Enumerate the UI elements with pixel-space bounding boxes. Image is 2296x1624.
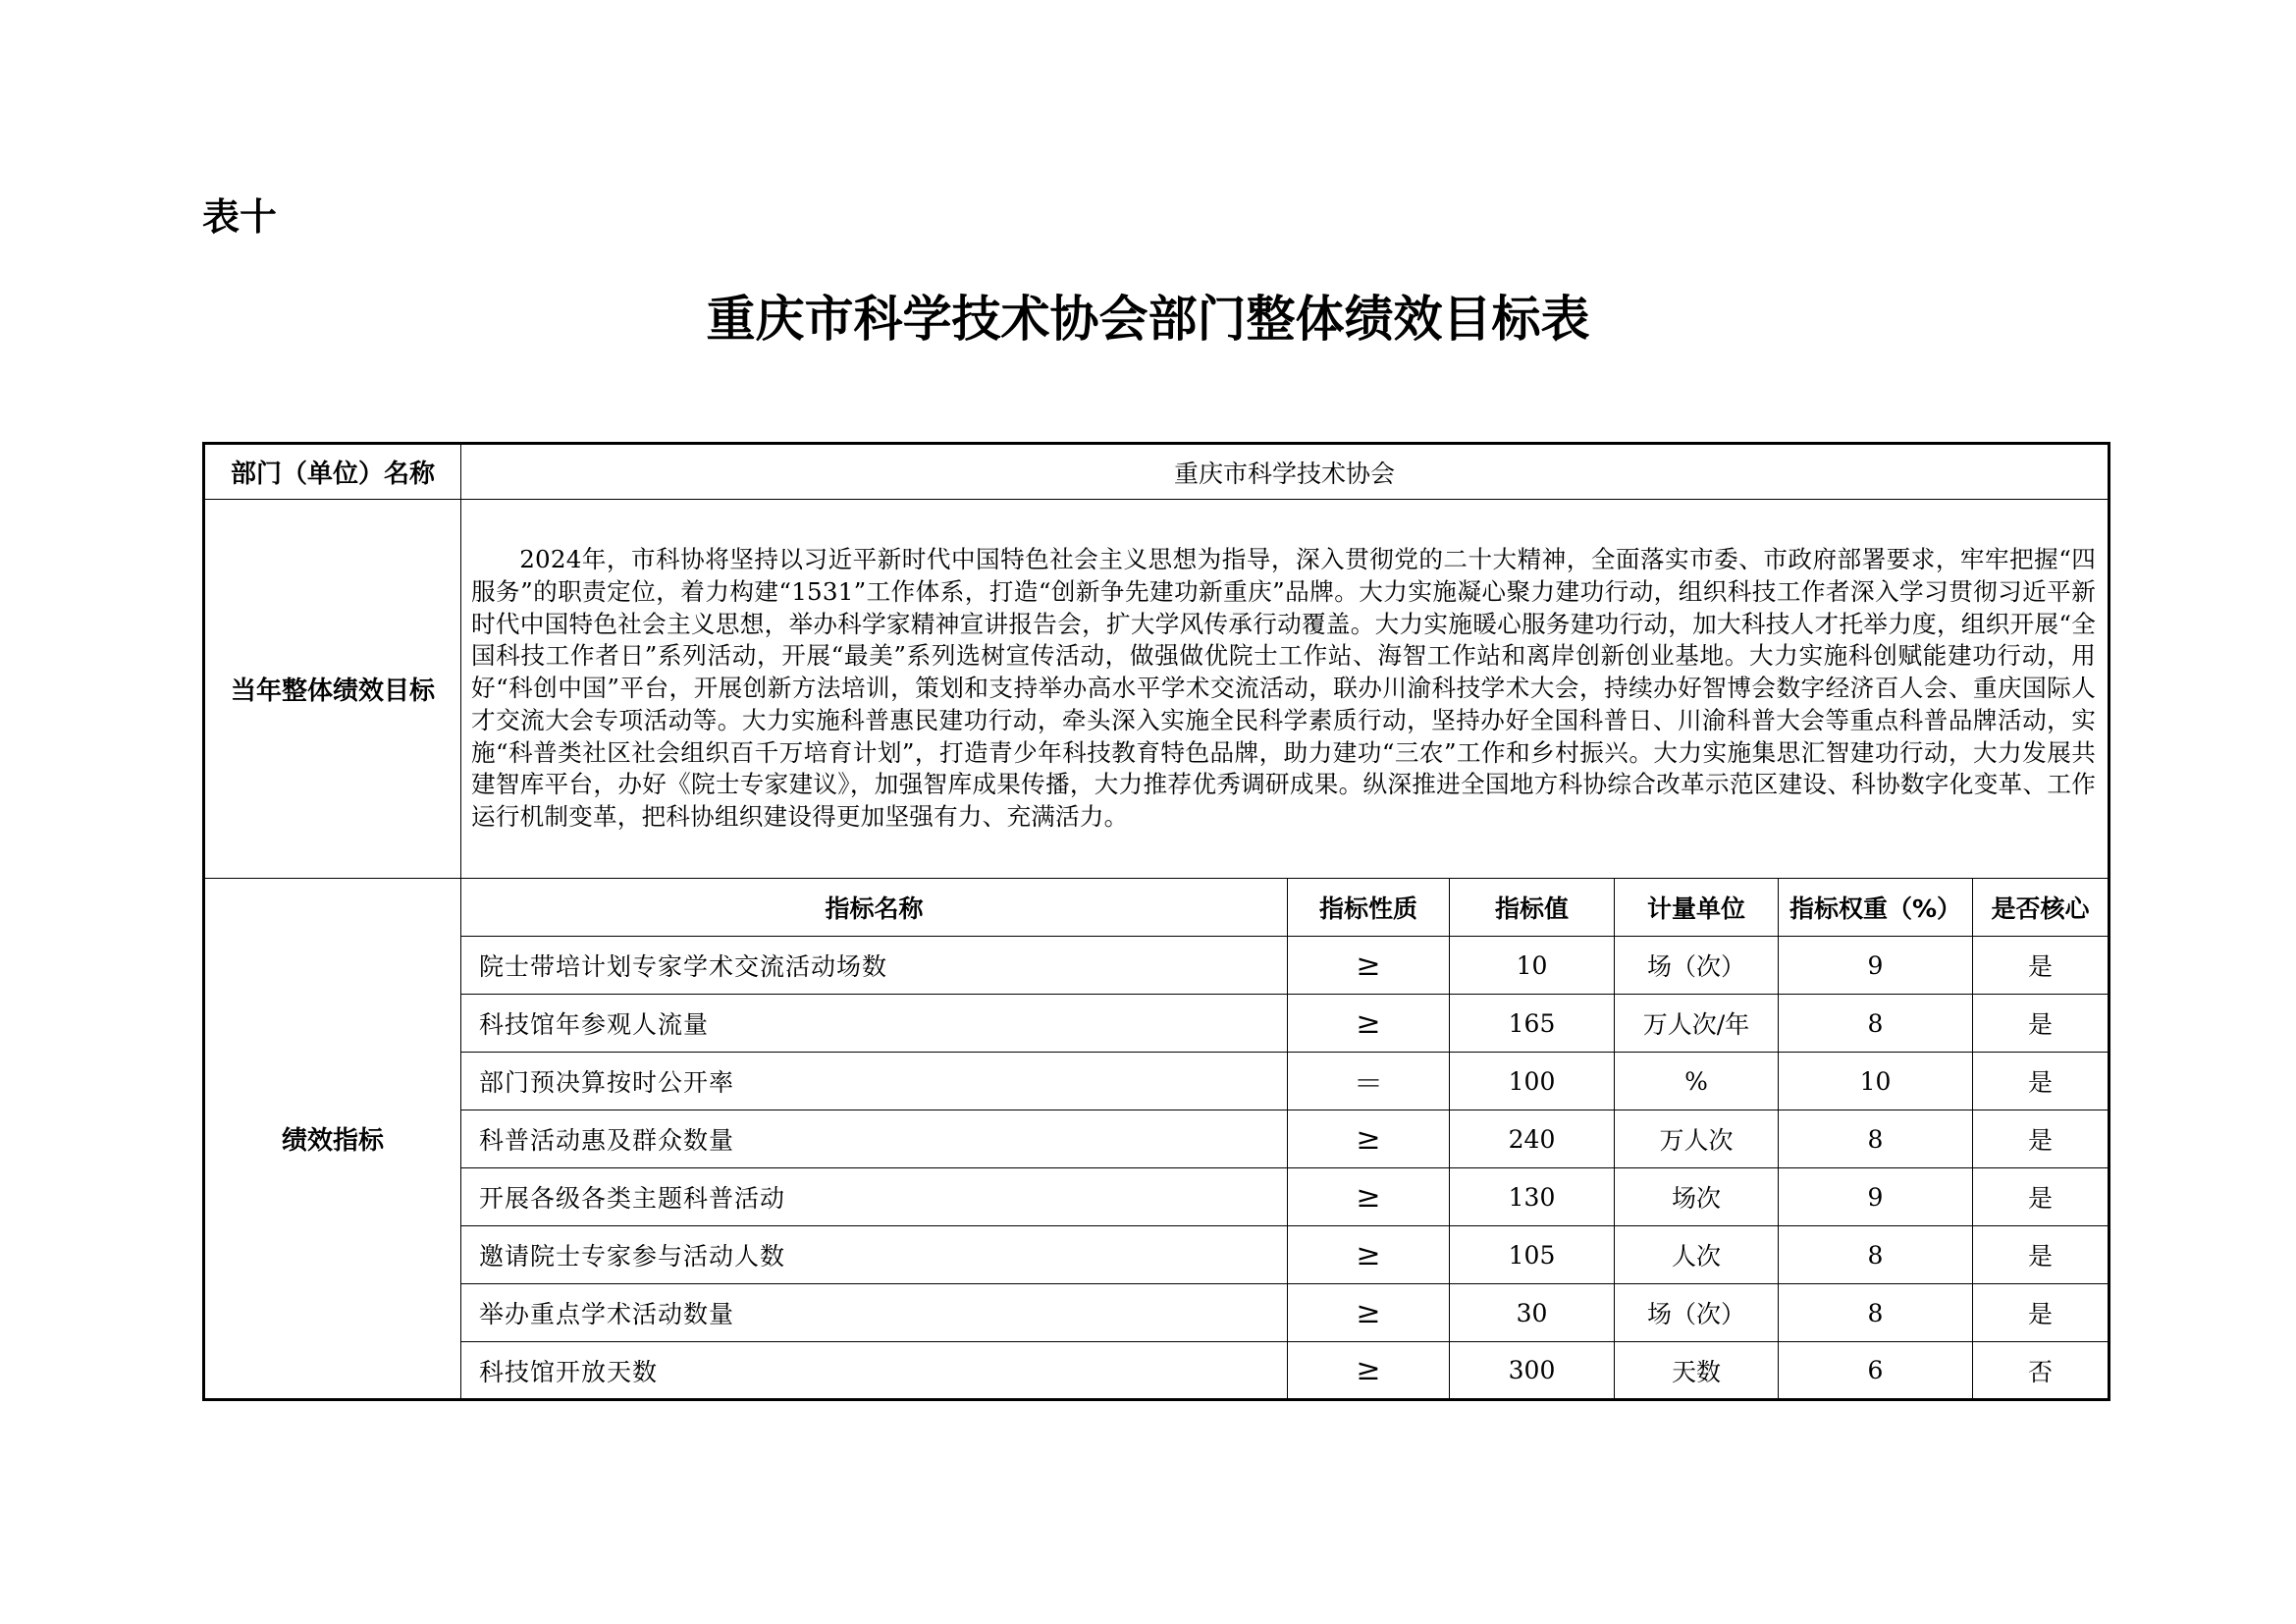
indicator-nature: ≥: [1288, 1226, 1450, 1284]
indicator-nature: ＝: [1288, 1053, 1450, 1110]
indicator-unit: %: [1615, 1053, 1779, 1110]
indicator-weight: 9: [1779, 1168, 1973, 1226]
indicator-value: 30: [1450, 1284, 1615, 1342]
indicator-name: 举办重点学术活动数量: [461, 1284, 1288, 1342]
indicator-nature: ≥: [1288, 1284, 1450, 1342]
indicator-name: 开展各级各类主题科普活动: [461, 1168, 1288, 1226]
table-row: [204, 1168, 2109, 1226]
department-row: [204, 444, 2109, 500]
table-row: [204, 937, 2109, 995]
indicator-unit: 万人次: [1615, 1110, 1779, 1168]
indicator-weight: 9: [1779, 937, 1973, 995]
indicator-value: 300: [1450, 1342, 1615, 1400]
department-label: 部门（单位）名称: [204, 444, 461, 500]
col-header-weight: 指标权重（%）: [1779, 879, 1973, 937]
indicator-core: 是: [1973, 1284, 2109, 1342]
indicator-value: 10: [1450, 937, 1615, 995]
col-header-indicator-name: 指标名称: [461, 879, 1288, 937]
table-row: [204, 1226, 2109, 1284]
indicator-name: 院士带培计划专家学术交流活动场数: [461, 937, 1288, 995]
indicator-name: 科普活动惠及群众数量: [461, 1110, 1288, 1168]
indicator-weight: 8: [1779, 1226, 1973, 1284]
indicator-core: 是: [1973, 1168, 2109, 1226]
col-header-value: 指标值: [1450, 879, 1615, 937]
indicator-unit: 场次: [1615, 1168, 1779, 1226]
indicator-unit: 场（次）: [1615, 937, 1779, 995]
indicator-core: 是: [1973, 1053, 2109, 1110]
indicator-value: 130: [1450, 1168, 1615, 1226]
indicator-weight: 6: [1779, 1342, 1973, 1400]
table-row: [204, 1053, 2109, 1110]
indicator-unit: 天数: [1615, 1342, 1779, 1400]
col-header-unit: 计量单位: [1615, 879, 1779, 937]
indicator-weight: 8: [1779, 1284, 1973, 1342]
indicator-unit: 万人次/年: [1615, 995, 1779, 1053]
annual-goal-row: [204, 500, 2109, 879]
indicator-nature: ≥: [1288, 1110, 1450, 1168]
indicator-value: 100: [1450, 1053, 1615, 1110]
indicator-unit: 人次: [1615, 1226, 1779, 1284]
department-name: 重庆市科学技术协会: [461, 444, 2109, 500]
indicator-core: 否: [1973, 1342, 2109, 1400]
indicator-core: 是: [1973, 937, 2109, 995]
table-row: [204, 1284, 2109, 1342]
annual-goal-text: 2024年，市科协将坚持以习近平新时代中国特色社会主义思想为指导，深入贯彻党的二十大精神，全面落实市委、市政府部署要求，牢牢把握“四服务”的职责定位，着力构建“1531”工作体系，打造“创新争先建功新重庆”品牌。大力实施凝心聚力建功行动，组织科技工作者深入学习贯彻习近平新时代中国特色社会主义思想，举办科学家精神宣讲报告会，扩大学风传承行动覆盖。大力实施暖心服务建功行动，加大科技人才托举力度，组织开展“全国科技工作者日”系列活动，开展“最美”系列选树宣传活动，做强做优院士工作站、海智工作站和离岸创新创业基地。大力实施科创赋能建功行动，用好“科创中国”平台，开展创新方法培训，策划和支持举办高水平学术交流活动，联办川渝科技学术大会，持续办好智博会数字经济百人会、重庆国际人才交流大会专项活动等。大力实施科普惠民建功行动，牵头深入实施全民科学素质行动，坚持办好全国科普日、川渝科普大会等重点科普品牌活动，实施“科普类社区社会组织百千万培育计划”，打造青少年科技教育特色品牌，助力建功“三农”工作和乡村振兴。大力实施集思汇智建功行动，大力发展共建智库平台，办好《院士专家建议》，加强智库成果传播，大力推荐优秀调研成果。纵深推进全国地方科协综合改革示范区建设、科协数字化变革、工作运行机制变革，把科协组织建设得更加坚强有力、充满活力。: [461, 500, 2109, 879]
indicator-value: 240: [1450, 1110, 1615, 1168]
indicator-header-row: [204, 879, 2109, 937]
indicator-core: 是: [1973, 995, 2109, 1053]
indicator-nature: ≥: [1288, 995, 1450, 1053]
page-title: 重庆市科学技术协会部门整体绩效目标表: [706, 291, 1590, 348]
indicator-name: 部门预决算按时公开率: [461, 1053, 1288, 1110]
indicator-weight: 10: [1779, 1053, 1973, 1110]
indicator-unit: 场（次）: [1615, 1284, 1779, 1342]
indicator-value: 105: [1450, 1226, 1615, 1284]
indicator-nature: ≥: [1288, 1342, 1450, 1400]
indicator-core: 是: [1973, 1226, 2109, 1284]
col-header-nature: 指标性质: [1288, 879, 1450, 937]
table-row: [204, 1342, 2109, 1400]
table-row: [204, 995, 2109, 1053]
indicator-name: 邀请院士专家参与活动人数: [461, 1226, 1288, 1284]
indicator-value: 165: [1450, 995, 1615, 1053]
table-row: [204, 1110, 2109, 1168]
indicator-weight: 8: [1779, 995, 1973, 1053]
indicator-nature: ≥: [1288, 937, 1450, 995]
indicator-name: 科技馆年参观人流量: [461, 995, 1288, 1053]
indicators-label: 绩效指标: [204, 879, 461, 1400]
indicator-core: 是: [1973, 1110, 2109, 1168]
indicator-nature: ≥: [1288, 1168, 1450, 1226]
table-label: 表十: [202, 195, 278, 239]
col-header-core: 是否核心: [1973, 879, 2109, 937]
indicator-weight: 8: [1779, 1110, 1973, 1168]
annual-goal-label: 当年整体绩效目标: [204, 500, 461, 879]
indicator-name: 科技馆开放天数: [461, 1342, 1288, 1400]
performance-target-table: [202, 442, 2110, 1401]
